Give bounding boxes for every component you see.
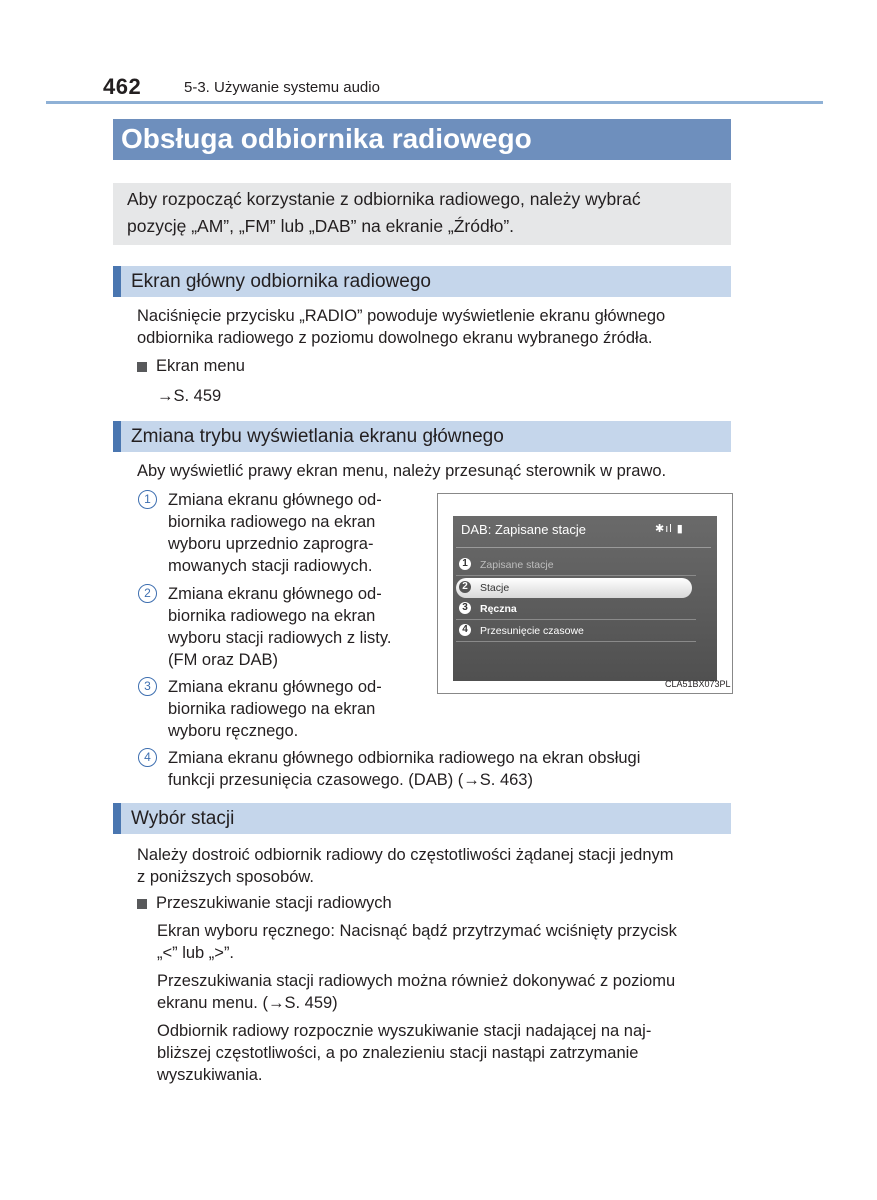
section-heading: Ekran główny odbiornika radiowego — [131, 271, 431, 292]
circled-number-icon: 1 — [138, 490, 157, 509]
list-item-line: biornika radiowego na ekran — [168, 513, 376, 531]
paragraph-line: ekranu menu. (→S. 459) — [157, 994, 338, 1012]
paragraph-line: z poniższych sposobów. — [137, 868, 315, 886]
list-item-line: biornika radiowego na ekran — [168, 700, 376, 718]
bullet-square-icon — [137, 362, 147, 372]
list-item-line: Zmiana ekranu głównego od- — [168, 491, 382, 509]
screen-item-number: 4 — [459, 624, 471, 636]
list-item — [168, 747, 738, 791]
screen-title: DAB: Zapisane stacje — [461, 522, 587, 537]
screen-item-number: 3 — [459, 602, 471, 614]
section-heading-accent — [113, 803, 121, 834]
list-item-line: Zmiana ekranu głównego odbiornika radiowego na ekran obsługi — [168, 749, 641, 767]
paragraph-line: odbiornika radiowego z poziomu dowolnego ekranu wybranego źródła. — [137, 329, 653, 347]
list-item-line: wyboru uprzednio zaprogra- — [168, 535, 374, 553]
list-item-line: Zmiana ekranu głównego od- — [168, 678, 382, 696]
image-code: CLA51BX073PL — [665, 679, 731, 689]
page-number: 462 — [103, 74, 142, 99]
bullet-heading: Przeszukiwanie stacji radiowych — [156, 894, 392, 912]
screen-divider — [456, 547, 711, 548]
intro-line: Aby rozpocząć korzystanie z odbiornika radiowego, należy wybrać — [127, 189, 641, 209]
list-item — [168, 583, 428, 671]
list-item-line: biornika radiowego na ekran — [168, 607, 376, 625]
screen-menu-item: Ręczna — [480, 603, 517, 615]
paragraph-line: Aby wyświetlić prawy ekran menu, należy przesunąć sterownik w prawo. — [137, 462, 667, 480]
list-item-line: wyboru stacji radiowych z listy. — [168, 629, 392, 647]
circled-number-icon: 2 — [138, 584, 157, 603]
section-heading-accent — [113, 266, 121, 297]
paragraph-line: wyszukiwania. — [157, 1066, 263, 1084]
screen-menu-item: Przesunięcie czasowe — [480, 625, 584, 637]
paragraph-line: Ekran wyboru ręcznego: Nacisnąć bądź przytrzymać wciśnięty przycisk — [157, 922, 677, 940]
section-heading-accent — [113, 421, 121, 452]
bullet-heading: Ekran menu — [156, 357, 245, 375]
list-item — [168, 489, 422, 577]
paragraph-line: bliższej częstotliwości, a po znalezieniu stacji nastąpi zatrzymanie — [157, 1044, 639, 1062]
section-heading: Wybór stacji — [131, 808, 235, 829]
list-item-line: mowanych stacji radiowych. — [168, 557, 373, 575]
running-head: 5-3. Używanie systemu audio — [184, 79, 380, 96]
paragraph-line: Należy dostroić odbiornik radiowy do częstotliwości żądanej stacji jednym — [137, 846, 674, 864]
intro-text — [127, 186, 719, 240]
list-item-line: wyboru ręcznego. — [168, 722, 299, 740]
section-heading: Zmiana trybu wyświetlania ekranu głównego — [131, 426, 504, 447]
bullet-square-icon — [137, 899, 147, 909]
circled-number-icon: 4 — [138, 748, 157, 767]
screen-status-icons: ✱ıl ▮ — [655, 523, 684, 535]
paragraph-line: Przeszukiwania stacji radiowych można również dokonywać z poziomu — [157, 972, 676, 990]
screen-item-number: 2 — [459, 581, 471, 593]
screen-item-separator — [456, 575, 696, 576]
list-item-line: (FM oraz DAB) — [168, 651, 279, 669]
list-item-line: funkcji przesunięcia czasowego. (DAB) (→S. 463) — [168, 771, 533, 789]
screen-item-separator — [456, 619, 696, 620]
list-item — [168, 676, 428, 742]
paragraph-line: Odbiornik radiowy rozpocznie wyszukiwanie stacji nadającej na naj- — [157, 1022, 652, 1040]
list-item-line: Zmiana ekranu głównego od- — [168, 585, 382, 603]
intro-line: pozycję „AM”, „FM” lub „DAB” na ekranie „Źródło”. — [127, 216, 515, 236]
page-reference: →S. 459 — [157, 387, 222, 405]
paragraph-line: „<” lub „>”. — [157, 944, 235, 962]
screen-menu-item-selected: Stacje — [480, 582, 510, 594]
screen-display — [453, 516, 717, 681]
screen-item-separator — [456, 641, 696, 642]
paragraph-line: Naciśnięcie przycisku „RADIO” powoduje wyświetlenie ekranu głównego — [137, 307, 666, 325]
screen-item-number: 1 — [459, 558, 471, 570]
circled-number-icon: 3 — [138, 677, 157, 696]
paragraph — [157, 1020, 731, 1086]
screen-menu-item: Zapisane stacje — [480, 559, 554, 571]
page-title: Obsługa odbiornika radiowego — [121, 123, 532, 154]
header-rule — [46, 101, 823, 104]
